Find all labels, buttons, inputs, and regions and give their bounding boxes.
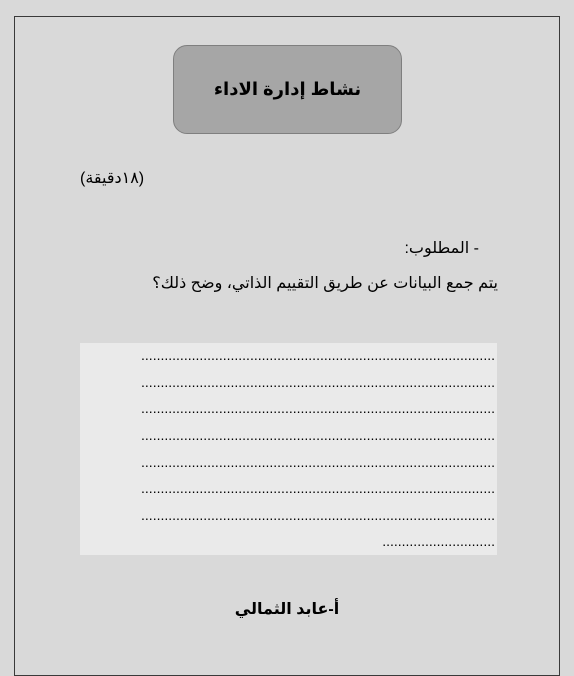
answer-line: ........................................................................................... <box>141 374 495 390</box>
answer-line: ........................................................................................... <box>141 347 495 363</box>
activity-title: نشاط إدارة الاداء <box>213 79 362 99</box>
answer-line: ........................................................................................... <box>141 454 495 470</box>
answer-line: ........................................................................................... <box>141 427 495 443</box>
answer-line: ........................................................................................... <box>141 507 495 523</box>
activity-duration: (١٨دقيقة) <box>80 170 145 187</box>
author-name: أ-عابد الثمالي <box>234 601 340 618</box>
answer-line: ........................................................................................... <box>141 400 495 416</box>
title-box <box>173 45 402 134</box>
question-text: يتم جمع البيانات عن طريق التقييم الذاتي، وضح ذلك؟ <box>152 275 498 292</box>
answer-line: ........................................................................................... <box>141 480 495 496</box>
answer-area <box>80 343 497 555</box>
required-label: - المطلوب: <box>404 240 479 257</box>
answer-line: ............................. <box>382 533 495 549</box>
